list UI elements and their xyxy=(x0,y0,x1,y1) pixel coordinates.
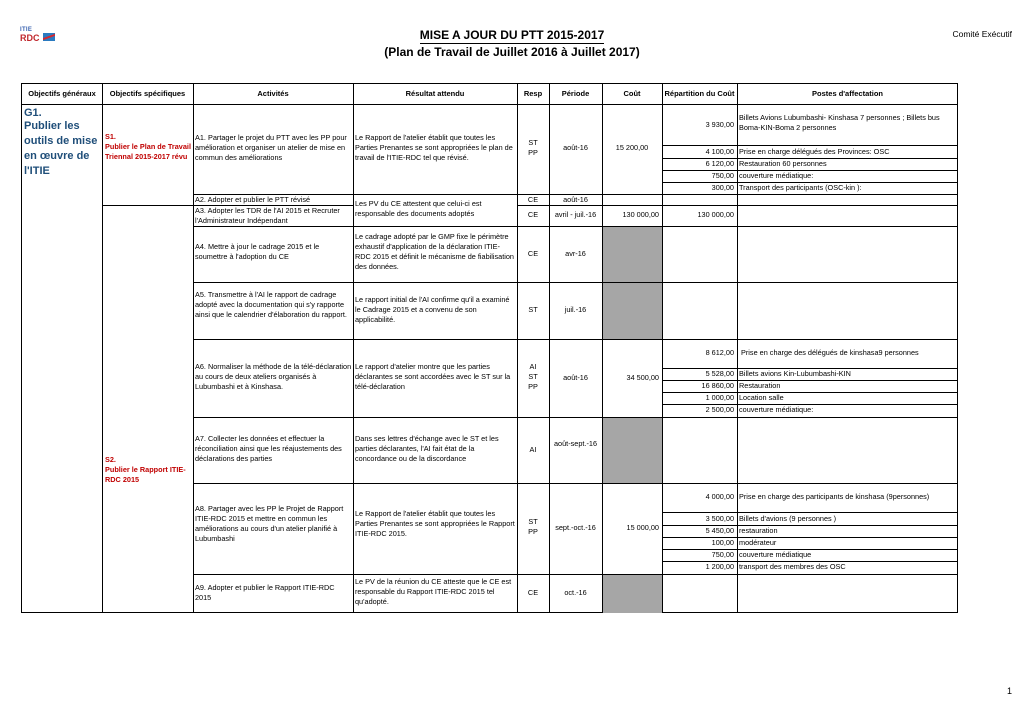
col-header-periode: Période xyxy=(561,89,590,98)
committee-label: Comité Exécutif xyxy=(952,29,1012,39)
result-a4: Le cadrage adopté par le GMP fixe le périmètre exhaustif d'application de la déclaration ITIE-RDC 2015 et définit le mécanisme de fiabilisation des données. xyxy=(355,232,514,271)
period-a7: août-sept.-16 xyxy=(554,439,597,448)
g1-label: G1. xyxy=(24,107,42,119)
alloc-amount: 4 000,00 xyxy=(705,492,734,501)
col-header-resultat: Résultat attendu xyxy=(405,89,465,98)
activity-a8: A8. Partager avec les PP le Projet de Rapport ITIE-RDC 2015 et mettre en commun les améliorations au cours d'un atelier planifié à Lubumbashi xyxy=(195,504,344,543)
alloc-amount: 750,00 xyxy=(711,550,734,559)
activity-a7: A7. Collecter les données et effectuer la réconciliation ainsi que les réajustements des déclarations des parties xyxy=(195,434,342,463)
period-a4: avr-16 xyxy=(565,249,586,258)
resp-a5: ST xyxy=(528,305,538,314)
s1-label: S1. xyxy=(105,132,116,141)
alloc-post: Billets Avions Lubumbashi- Kinshasa 7 personnes ; Billets bus Boma-KIN-Boma 2 personnes xyxy=(739,113,940,132)
resp-a1: ST PP xyxy=(528,138,538,157)
resp-a2: CE xyxy=(527,195,539,204)
col-header-activites: Activités xyxy=(257,89,289,98)
activity-a6: A6. Normaliser la méthode de la télé-déclaration au cours de deux ateliers organisés à Lubumbashi et à Kinshasa. xyxy=(195,362,352,391)
alloc-post: Prise en charge délégués des Provinces: OSC xyxy=(739,147,890,156)
alloc-amount: 16 860,00 xyxy=(701,381,734,390)
result-a3: Les PV du CE attestent que celui-ci est responsable des documents adoptés xyxy=(355,199,482,218)
alloc-amount: 5 450,00 xyxy=(705,526,734,535)
document-subtitle: (Plan de Travail de Juillet 2016 à Juillet 2017) xyxy=(384,45,640,59)
grey-cell xyxy=(602,282,662,339)
document-title: MISE A JOUR DU PTT 2015-2017 xyxy=(419,28,605,42)
period-a2: août-16 xyxy=(563,195,588,204)
activity-a3: A3. Adopter les TDR de l'AI 2015 et Recruter l'Administrateur Indépendant xyxy=(195,206,340,225)
alloc-post: Transport des participants (OSC-kin ): xyxy=(739,183,862,192)
alloc-post: couverture médiatique: xyxy=(739,405,814,414)
resp-a6: AI ST PP xyxy=(528,362,538,391)
period-a6: août-16 xyxy=(563,373,588,382)
activity-a5: A5. Transmettre à l'AI le rapport de cadrage adopté avec la documentation qui s'y rapporte ainsi que le calendrier d'élaboration du rapport. xyxy=(195,290,347,319)
s2-text: Publier le Rapport ITIE-RDC 2015 xyxy=(105,465,186,484)
activity-a1: A1. Partager le projet du PTT avec les PP pour amélioration et organiser un atelier de mise en commun des améliorations xyxy=(195,133,347,162)
period-a1: août-16 xyxy=(563,143,588,152)
alloc-post: Billets avions Kin-Lubumbashi-KIN xyxy=(739,369,851,378)
col-header-objectifs-generaux: Objectifs généraux xyxy=(28,89,96,98)
alloc-post: couverture médiatique xyxy=(739,550,812,559)
col-header-resp: Resp xyxy=(523,89,543,98)
result-a9: Le PV de la réunion du CE atteste que le CE est responsable du Rapport ITIE-RDC 2015 tel qu'adopté. xyxy=(355,577,512,606)
col-header-objectifs-specifiques: Objectifs spécifiques xyxy=(109,89,186,98)
cost-a6: 34 500,00 xyxy=(626,373,659,382)
alloc-amount: 8 612,00 xyxy=(705,348,734,357)
activity-a9: A9. Adopter et publier le Rapport ITIE-RDC 2015 xyxy=(195,583,335,602)
alloc-amount: 100,00 xyxy=(711,538,734,547)
cost-a1: 15 200,00 xyxy=(615,143,649,152)
period-a9: oct.-16 xyxy=(564,588,587,597)
alloc-post: Restauration xyxy=(739,381,781,390)
period-a3: avril - juil.-16 xyxy=(554,210,597,219)
alloc-post: couverture médiatique: xyxy=(739,171,814,180)
alloc-post: Location salle xyxy=(739,393,784,402)
result-a6: Le rapport d'atelier montre que les parties déclarantes se sont accordées avec le ST sur la télé-déclaration xyxy=(355,362,511,391)
cost-a8: 15 000,00 xyxy=(626,523,659,532)
period-a5: juil.-16 xyxy=(564,305,587,314)
alloc-post: restauration xyxy=(739,526,778,535)
result-a8: Le Rapport de l'atelier établit que toutes les Parties Prenantes se sont appropriées le Rapport ITIE-RDC 2015. xyxy=(355,509,515,538)
result-a1: Le Rapport de l'atelier établit que toutes les Parties Prenantes se sont appropriées le plan de travail de l'ITIE-RDC tel que révisé. xyxy=(355,133,513,162)
s2-label: S2. xyxy=(105,455,116,464)
resp-a8: ST PP xyxy=(528,517,538,536)
alloc-amount: 3 500,00 xyxy=(705,514,734,523)
grey-cell xyxy=(602,417,662,483)
alloc-amount: 3 930,00 xyxy=(705,120,734,129)
activity-a2: A2. Adopter et publier le PTT révisé xyxy=(195,195,311,204)
alloc-post: Prise en charge des participants de kinshasa (9personnes) xyxy=(739,492,930,501)
alloc-amount: 1 200,00 xyxy=(705,562,734,571)
alloc-amount: 2 500,00 xyxy=(705,405,734,414)
logo-text-itie: ITIE xyxy=(20,27,33,33)
col-header-cout: Coût xyxy=(623,89,641,98)
alloc-post: Restauration 60 personnes xyxy=(739,159,827,168)
work-plan-table xyxy=(21,83,958,613)
resp-a4: CE xyxy=(527,249,539,258)
resp-a3: CE xyxy=(527,210,539,219)
result-a5: Le rapport initial de l'AI confirme qu'il a examiné le Cadrage 2015 et a convenu de son applicabilité. xyxy=(355,295,510,324)
resp-a7: AI xyxy=(529,445,537,454)
g1-text: Publier les outils de mise en œuvre de l'ITIE xyxy=(24,120,98,177)
alloc-post: Billets d'avions (9 personnes ) xyxy=(739,514,837,523)
alloc-amount: 4 100,00 xyxy=(705,147,734,156)
resp-a9: CE xyxy=(527,588,539,597)
alloc-post: transport des membres des OSC xyxy=(739,562,846,571)
s1-text: Publier le Plan de Travail Triennal 2015-2017 révu xyxy=(105,142,191,161)
col-header-repartition: Répartition du Coût xyxy=(664,89,735,98)
alloc-post: Prise en charge des délégués de kinshasa9 personnes xyxy=(741,348,919,357)
alloc-post: modérateur xyxy=(739,538,777,547)
alloc-amount: 300,00 xyxy=(711,183,734,192)
activity-a4: A4. Mettre à jour le cadrage 2015 et le soumettre à l'adoption du CE xyxy=(195,242,320,261)
col-header-postes: Postes d'affectation xyxy=(812,89,883,98)
result-a7: Dans ses lettres d'échange avec le ST et les parties déclarantes, l'AI fait état de la concordance ou de la discordance xyxy=(355,434,499,463)
alloc-amount: 130 000,00 xyxy=(697,210,734,219)
alloc-amount: 5 528,00 xyxy=(705,369,734,378)
grey-cell xyxy=(602,574,662,613)
grey-cell xyxy=(602,226,662,282)
logo-text-rdc: RDC xyxy=(20,33,40,43)
period-a8: sept.-oct.-16 xyxy=(555,523,596,532)
alloc-amount: 6 120,00 xyxy=(705,159,734,168)
alloc-amount: 1 000,00 xyxy=(705,393,734,402)
page-number: 1 xyxy=(1006,686,1012,696)
alloc-amount: 750,00 xyxy=(711,171,734,180)
cost-a3: 130 000,00 xyxy=(622,210,659,219)
